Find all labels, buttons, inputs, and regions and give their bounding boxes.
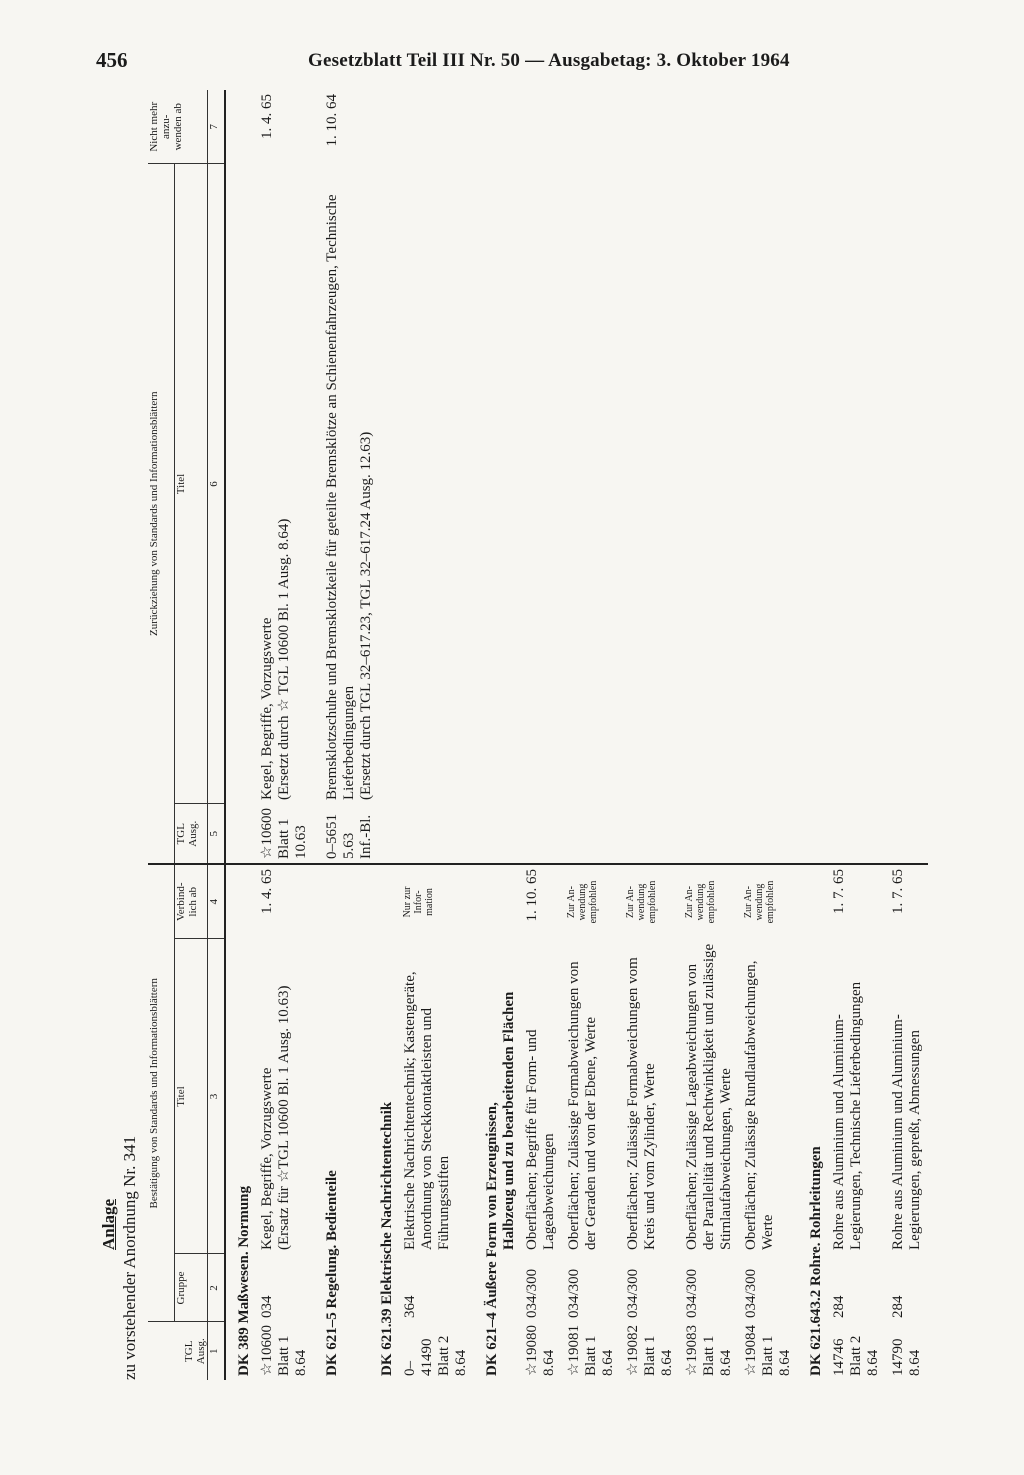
anlage-title: Anlage: [99, 1199, 118, 1250]
col-num-6: 6: [208, 164, 226, 804]
section-heading: DK 389 Maßwesen. Normung: [236, 1186, 252, 1376]
col-4-header: Verbind- lich ab: [175, 864, 208, 939]
cell-gruppe: 034/300: [524, 1268, 540, 1318]
cell-titel-withdrawn: Kegel, Begriffe, Vorzugswerte (Ersetzt durch ☆ TGL 10600 Bl. 1 Ausg. 8.64): [259, 518, 292, 800]
running-title: Gesetzblatt Teil III Nr. 50 — Ausgabetag: 3. Oktober 1964: [308, 50, 790, 71]
cell-verbindlich: 1. 7. 65: [890, 869, 906, 914]
col-1-header: TGL Ausg.: [183, 1338, 207, 1365]
cell-titel: Rohre aus Aluminium und Aluminium-Legierungen, gepreßt, Abmessungen: [890, 1014, 923, 1250]
cell-tgl: ☆19084 Blatt 1 8.64: [743, 1325, 793, 1376]
cell-verbindlich: 1. 10. 65: [524, 869, 540, 922]
section-row: [225, 90, 255, 1380]
cell-gruppe: 034: [259, 1295, 275, 1318]
cell-verbindlich: Zur An- wendung empfohlen: [684, 880, 717, 924]
col-num-2: 2: [208, 1254, 226, 1322]
cell-tgl: ☆19083 Blatt 1 8.64: [684, 1325, 734, 1376]
cell-gruppe: 034/300: [743, 1268, 759, 1318]
cell-tgl: ☆10600 Blatt 1 8.64: [259, 1325, 309, 1376]
section-heading: DK 621.643.2 Rohre. Rohrleitungen: [808, 1146, 824, 1376]
col-2-header: Gruppe: [175, 1254, 208, 1322]
col-num-5: 5: [208, 804, 226, 864]
table-column-header: [175, 90, 208, 1380]
cell-tgl: ☆19081 Blatt 1 8.64: [566, 1325, 616, 1376]
anlage-subtitle: zu vorstehender Anordnung Nr. 341: [120, 1135, 139, 1380]
section-row: [474, 90, 520, 1380]
cell-titel: Elektrische Nachrichtentechnik; Kastengeräte, Anordnung von Steckkontaktleisten und Führungsstiften: [402, 971, 452, 1250]
cell-gruppe: 284: [890, 1295, 906, 1318]
cell-titel: Kegel, Begriffe, Vorzugswerte (Ersatz für ☆TGL 10600 Bl. 1 Ausg. 10.63): [259, 985, 292, 1250]
cell-verbindlich: Zur An- wendung empfohlen: [625, 880, 658, 924]
cell-gruppe: 364: [402, 1295, 418, 1318]
col-num-3: 3: [208, 939, 226, 1254]
section-heading: DK 621.39 Elektrische Nachrichtentechnik: [379, 1101, 395, 1376]
page-header: [0, 0, 1024, 90]
cell-verbindlich: 1. 7. 65: [831, 869, 847, 914]
section-row: [314, 90, 343, 1380]
cell-tgl: 0–41490 Blatt 2 8.64: [402, 1335, 469, 1376]
cell-gruppe: 284: [831, 1295, 847, 1318]
page-number: 456: [96, 48, 128, 72]
column-number-row: [208, 90, 226, 1380]
cell-verbindlich: Zur An- wendung empfohlen: [566, 880, 599, 924]
cell-verbindlich: Nur zur Infor- mation: [402, 886, 435, 918]
section-heading: DK 621–5 Regelung. Bedienteile: [324, 1170, 340, 1376]
table-row: [621, 90, 680, 1380]
table-row: [680, 90, 739, 1380]
cell-gruppe: 034/300: [566, 1268, 582, 1318]
table-group-header: [148, 90, 175, 1380]
table-row: [255, 90, 314, 1380]
cell-verbindlich: 1. 4. 65: [259, 869, 275, 914]
section-heading: [474, 864, 520, 1380]
col-6-header: Titel: [175, 164, 208, 804]
group-right-header: Zurückziehung von Standards und Informationsblättern: [148, 164, 175, 864]
cell-tgl: ☆19080 8.64: [524, 1325, 557, 1376]
cell-titel: Oberflächen; Zulässige Formabweichungen vom Kreis und vom Zylinder, Werte: [625, 957, 658, 1250]
table-row: [827, 90, 886, 1380]
section-row: [798, 90, 827, 1380]
col-5-header: TGL Ausg.: [175, 804, 208, 864]
cell-titel: Rohre aus Aluminium und Aluminium-Legierungen, Technische Lieferbedingungen: [831, 981, 864, 1250]
col-num-4: 4: [208, 864, 226, 939]
cell-verbindlich: Zur An- wendung empfohlen: [743, 880, 776, 924]
standards-table: [148, 90, 928, 1380]
cell-titel: Oberflächen; Begriffe für Form- und Lageabweichungen: [524, 1029, 557, 1250]
cell-tgl: 14746 Blatt 2 8.64: [831, 1335, 881, 1376]
cell-tgl: ☆19082 Blatt 1 8.64: [625, 1325, 675, 1376]
cell-tgl: 14790 8.64: [890, 1338, 923, 1376]
cell-titel: Oberflächen; Zulässige Formabweichungen von der Geraden und von der Ebene, Werte: [566, 961, 599, 1250]
rotated-content: [100, 90, 980, 1380]
cell-nicht-mehr: 1. 10. 64: [324, 93, 340, 147]
cell-titel: Oberflächen; Zulässige Lageabweichungen von der Parallelität und Rechtwinkligkeit und zulässige Stirnlaufabweichungen, Werte: [684, 943, 734, 1250]
table-row: [562, 90, 621, 1380]
cell-tgl-withdrawn: ☆10600 Blatt 1 10.63: [255, 804, 314, 864]
cell-tgl-withdrawn: 0–5651 5.63 Inf.-Bl.: [314, 804, 398, 864]
table-row: [520, 90, 562, 1380]
group-left-header: Bestätigung von Standards und Informationsblättern: [148, 864, 175, 1322]
col-7-header: Nicht mehr anzu- wenden ab: [148, 90, 208, 164]
col-3-header: Titel: [175, 939, 208, 1254]
cell-titel-withdrawn: Bremsklotzschuhe und Bremsklotzkeile für geteilte Bremsklötze an Schienenfahrzeugen, Technische Lieferbedingungen (Ersetzt durch TGL 32–617.23, TGL 32–617.24 Ausg. 12.63): [324, 194, 374, 800]
section-heading-line-1: DK 621–4 Äußere Form von Erzeugnissen,: [484, 1102, 500, 1376]
table-row: [739, 90, 798, 1380]
cell-titel: Oberflächen; Zulässige Rundlaufabweichungen, Werte: [743, 960, 776, 1250]
table-row: [398, 90, 474, 1380]
cell-gruppe: 034/300: [684, 1268, 700, 1318]
cell-nicht-mehr: 1. 4. 65: [259, 93, 275, 139]
section-heading-line-2: Halbzeug und zu bearbeitenden Flächen: [501, 991, 517, 1250]
table-row: [886, 90, 928, 1380]
col-num-1: 1: [208, 1322, 226, 1380]
anlage-block: [100, 1136, 138, 1380]
cell-gruppe: 034/300: [625, 1268, 641, 1318]
col-num-7: 7: [208, 90, 226, 164]
